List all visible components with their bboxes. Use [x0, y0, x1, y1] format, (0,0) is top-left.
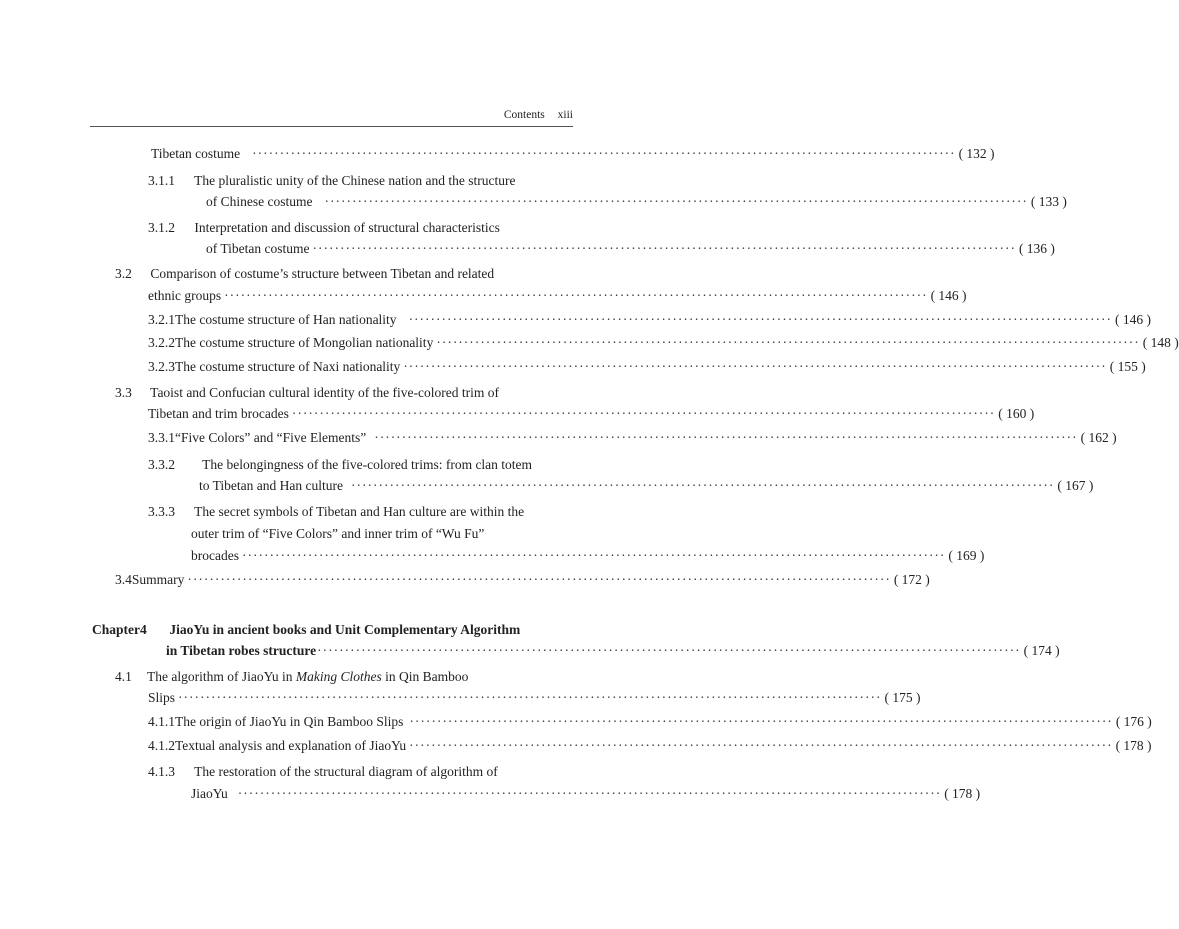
toc-entry-text: Comparison of costume’s structure between Tibetan and related [150, 266, 495, 281]
header-page-number: xiii [557, 109, 573, 121]
toc-entry-text: The pluralistic unity of the Chinese nation and the structure [194, 173, 516, 188]
toc-entry-text: The origin of JiaoYu in Qin Bamboo Slips [175, 714, 404, 729]
dot-leader: ································································································································ [224, 288, 928, 303]
toc-entry-text: of Chinese costume [206, 194, 313, 209]
toc-entry-text: The secret symbols of Tibetan and Han culture are within the [194, 504, 525, 519]
dot-leader: ································································································································ [178, 690, 882, 705]
toc-entry-heading [148, 220, 500, 236]
toc-entry [115, 572, 930, 588]
chapter-title: JiaoYu in ancient books and Unit Complementary Algorithm [169, 622, 521, 637]
dot-leader: ································································································································ [312, 241, 1016, 256]
toc-entry-text: The costume structure of Mongolian nationality [175, 335, 434, 350]
section-number: 3.1.1 [148, 173, 175, 188]
toc-entry-text: Tibetan costume [151, 146, 241, 161]
toc-entry-text: JiaoYu [191, 786, 228, 801]
toc-entry [148, 288, 967, 304]
toc-entry-text: in Qin Bamboo [381, 669, 469, 684]
section-number: 3.3.1 [148, 430, 175, 445]
toc-entry-text: ethnic groups [148, 288, 222, 303]
toc-page-number: ( 146 ) [1115, 312, 1151, 327]
section-number: 3.4 [115, 572, 132, 587]
dot-leader: ································································································································ [317, 643, 1021, 658]
toc-entry-heading [115, 669, 468, 685]
section-number: 3.2.2 [148, 335, 175, 350]
toc-entry [148, 359, 1146, 375]
toc-entry-heading [115, 266, 494, 282]
dot-leader: ································································································································ [252, 146, 956, 161]
toc-entry-text: of Tibetan costume [206, 241, 310, 256]
dot-leader: ································································································································ [374, 430, 1078, 445]
dot-leader: ································································································································ [409, 714, 1113, 729]
toc-page-number: ( 136 ) [1018, 241, 1055, 256]
dot-leader: ································································································································ [403, 359, 1107, 374]
toc-entry-text: Interpretation and discussion of structural characteristics [194, 220, 500, 235]
toc-page-number: ( 148 ) [1142, 335, 1179, 350]
toc-entry [191, 548, 985, 564]
toc-entry [191, 786, 981, 802]
toc-page-number: ( 175 ) [884, 690, 921, 705]
toc-entry [206, 241, 1055, 257]
toc-entry [148, 738, 1152, 754]
toc-page-number: ( 178 ) [944, 786, 981, 801]
toc-entry-text: The belongingness of the five-colored trims: from clan totem [202, 457, 533, 472]
toc-entry-heading [148, 764, 498, 780]
header-rule [90, 126, 573, 127]
dot-leader: ································································································································ [409, 738, 1113, 753]
toc-page-number: ( 162 ) [1080, 430, 1117, 445]
toc-entry-text: Textual analysis and explanation of JiaoYu [175, 738, 407, 753]
dot-leader: ································································································································ [241, 548, 946, 563]
toc-entry-text: Slips [148, 690, 176, 705]
toc-page-number: ( 174 ) [1023, 643, 1060, 658]
toc-entry-text: Summary [131, 572, 185, 587]
section-number: 3.3 [115, 385, 132, 400]
dot-leader: ································································································································ [237, 786, 942, 801]
section-number: 3.2.3 [148, 359, 175, 374]
running-header [90, 109, 573, 127]
toc-entry [148, 714, 1152, 730]
section-number: 3.3.3 [148, 504, 175, 519]
toc-page-number: ( 169 ) [948, 548, 985, 563]
section-number: 4.1 [115, 669, 132, 684]
toc-entry [151, 146, 995, 162]
dot-leader: ································································································································ [291, 406, 996, 421]
toc-entry-heading [148, 173, 515, 189]
toc-page-number: ( 160 ) [998, 406, 1035, 421]
toc-entry [148, 406, 1035, 422]
section-number: 4.1.2 [148, 738, 175, 753]
toc-entry-heading [148, 504, 524, 520]
section-number: 4.1.1 [148, 714, 175, 729]
toc-entry-text: The costume structure of Naxi nationality [175, 359, 401, 374]
toc-entry [206, 194, 1067, 210]
toc-entry-text: to Tibetan and Han culture [199, 478, 343, 493]
chapter-heading [92, 622, 520, 638]
toc-entry-text: brocades [191, 548, 239, 563]
dot-leader: ································································································································ [436, 335, 1140, 350]
toc-page-number: ( 167 ) [1057, 478, 1094, 493]
section-number: 3.3.2 [148, 457, 175, 472]
toc-entry-heading [148, 457, 532, 473]
toc-entry-text: The costume structure of Han nationality [175, 312, 397, 327]
section-number: 3.2 [115, 266, 132, 281]
toc-entry-text: The restoration of the structural diagram of algorithm of [194, 764, 498, 779]
dot-leader: ································································································································ [408, 312, 1112, 327]
section-number: 3.2.1 [148, 312, 175, 327]
toc-entry-text: “Five Colors” and “Five Elements” [175, 430, 367, 445]
toc-entry-text: The algorithm of JiaoYu in [147, 669, 296, 684]
section-number: 4.1.3 [148, 764, 175, 779]
toc-page-number: ( 176 ) [1115, 714, 1152, 729]
toc-entry [166, 643, 1060, 659]
toc-entry [148, 312, 1151, 328]
toc-entry [199, 478, 1094, 494]
header-title: Contents [503, 109, 545, 121]
toc-entry [148, 335, 1179, 351]
section-number: 3.1.2 [148, 220, 175, 235]
chapter-number: Chapter4 [92, 622, 147, 637]
dot-leader: ································································································································ [324, 194, 1028, 209]
toc-entry [148, 690, 921, 706]
toc-page-number: ( 133 ) [1030, 194, 1067, 209]
toc-entry-continuation: outer trim of “Five Colors” and inner trim of “Wu Fu” [191, 526, 485, 541]
toc-entry-text: Tibetan and trim brocades [148, 406, 289, 421]
dot-leader: ································································································································ [187, 572, 891, 587]
toc-page-number: ( 172 ) [893, 572, 930, 587]
toc-page-number: ( 178 ) [1115, 738, 1152, 753]
toc-page-number: ( 146 ) [930, 288, 967, 303]
dot-leader: ································································································································ [350, 478, 1055, 493]
toc-page-number: ( 132 ) [958, 146, 995, 161]
toc-entry-heading [115, 385, 499, 401]
toc-page-number: ( 155 ) [1109, 359, 1146, 374]
chapter-title: in Tibetan robes structure [166, 643, 317, 658]
toc-entry-text: Taoist and Confucian cultural identity of the five-colored trim of [150, 385, 499, 400]
book-title: Making Clothes [295, 669, 382, 684]
toc-entry [148, 430, 1117, 446]
